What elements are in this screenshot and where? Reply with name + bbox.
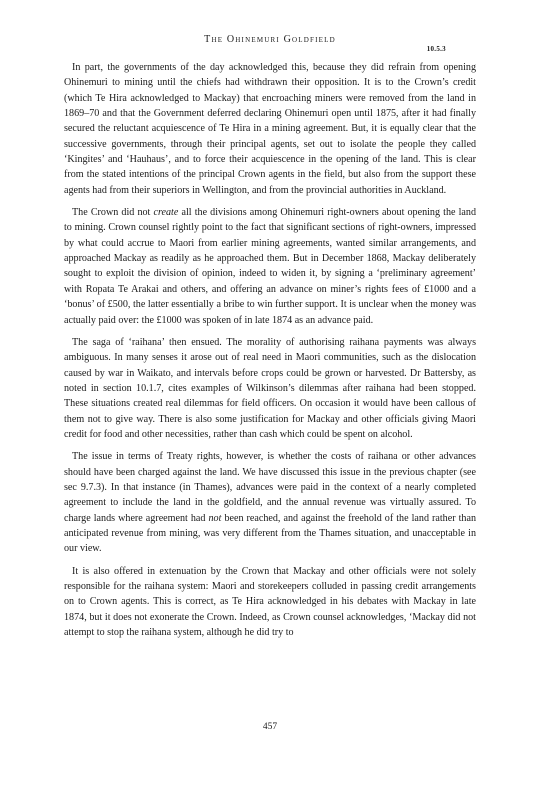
paragraph-text: It is also offered in extenuation by the Crown that Mackay and other officials were not solely responsible for the raihana system: Maori and storekeepers colluded in passing credit arrangements on to Crown agents. This is correct, as Te Hira acknowledged in his debates with Mackay in late 1874, but it does not exonerate the Crown. Indeed, as Crown counsel acknowledges, ‘Mackay did not attempt to stop the raihana system, although he did try to: [64, 565, 476, 639]
italic-text: create: [153, 207, 179, 219]
paragraph-text: The issue in terms of Treaty rights, however, is whether the costs of raihana or other advances should have been charged against the land. We have discussed this issue in the previous chapter (see sec 9.7.3). In that instance (in Thames), advances were paid in the context of a nearly completed agreement to include the land in the goldfield, and the annual revenue was virtually assured. To charge lands where agreement had: [64, 451, 476, 524]
paragraph: [64, 205, 476, 328]
paragraph-text: The Crown did not: [72, 207, 154, 219]
paragraph: [64, 564, 476, 641]
italic-text: not: [208, 512, 222, 524]
paragraph: [64, 60, 476, 198]
paragraph: [64, 335, 476, 442]
paragraph-text: The saga of ‘raihana’ then ensued. The morality of authorising raihana payments was always ambiguous. In many senses it arose out of real need in Maori communities, such as the dislocation caused by war in Waikato, and intervals before crops could be grown or harvested. Dr Battersby, as noted in section 10.1.7, cites examples of Wilkinson’s dilemmas after raihana had been stopped. These situations created real dilemmas for field officers. On occasion it would have been callous of them not to give way. There is also some justification for Mackay and other officials giving Maori credit for food and other necessities, rather than cash which could be spent on alcohol.: [64, 336, 476, 440]
running-head-title: The Ohinemuri Goldfield: [204, 34, 336, 45]
paragraph-text: all the divisions among Ohinemuri right-owners about opening the land to mining. Crown counsel rightly point to the fact that significant sections of right-owners, impressed by what could accrue to Maori from earlier mining agreements, wanted similar arrangements, and approached Mackay as readily as he approached them. But in December 1868, Mackay deliberately sought to exploit the division of opinion, indeed to widen it, by signing a ‘preliminary agreement’ with Ropata Te Arakai and others, and offering an advance on miner’s rights fees of £1000 and a ‘bonus’ of £500, the latter essentially a bribe to win further support. It is unclear when the money was actually paid over: the £1000 was spoken of in late 1874 as an advance paid.: [64, 207, 476, 326]
page-number: 457: [262, 722, 278, 732]
body-text: [64, 60, 476, 647]
paragraph-text: In part, the governments of the day acknowledged this, because they did refrain from opening Ohinemuri to mining until the chiefs had withdrawn their opposition. It is to the Crown’s credit (which Te Hira acknowledged to Mackay) that encroaching miners were removed from the land in 1869–70 and that the Government deferred declaring Ohinemuri open until 1875, after it had finally secured the reluctant acquiescence of Te Hira in a mining agreement. But, it is equally clear that the successive governments, through their principal agents, set out to isolate the people they called ‘Kingites’ and ‘Hauhaus’, and to force their acquiescence in the opening of the land. This is clear from the stated intentions of the principal Crown agents in the field, but also from the support these agents had from their superiors in Wellington, and from the provincial authorities in Auckland.: [64, 62, 476, 196]
paragraph: [64, 449, 476, 556]
paragraph-text: been reached, and against the freehold of the land rather than anticipated revenue from mining, was very different from the Thames situation, and unacceptable in our view.: [64, 512, 476, 555]
section-reference: 10.5.3: [426, 45, 446, 53]
